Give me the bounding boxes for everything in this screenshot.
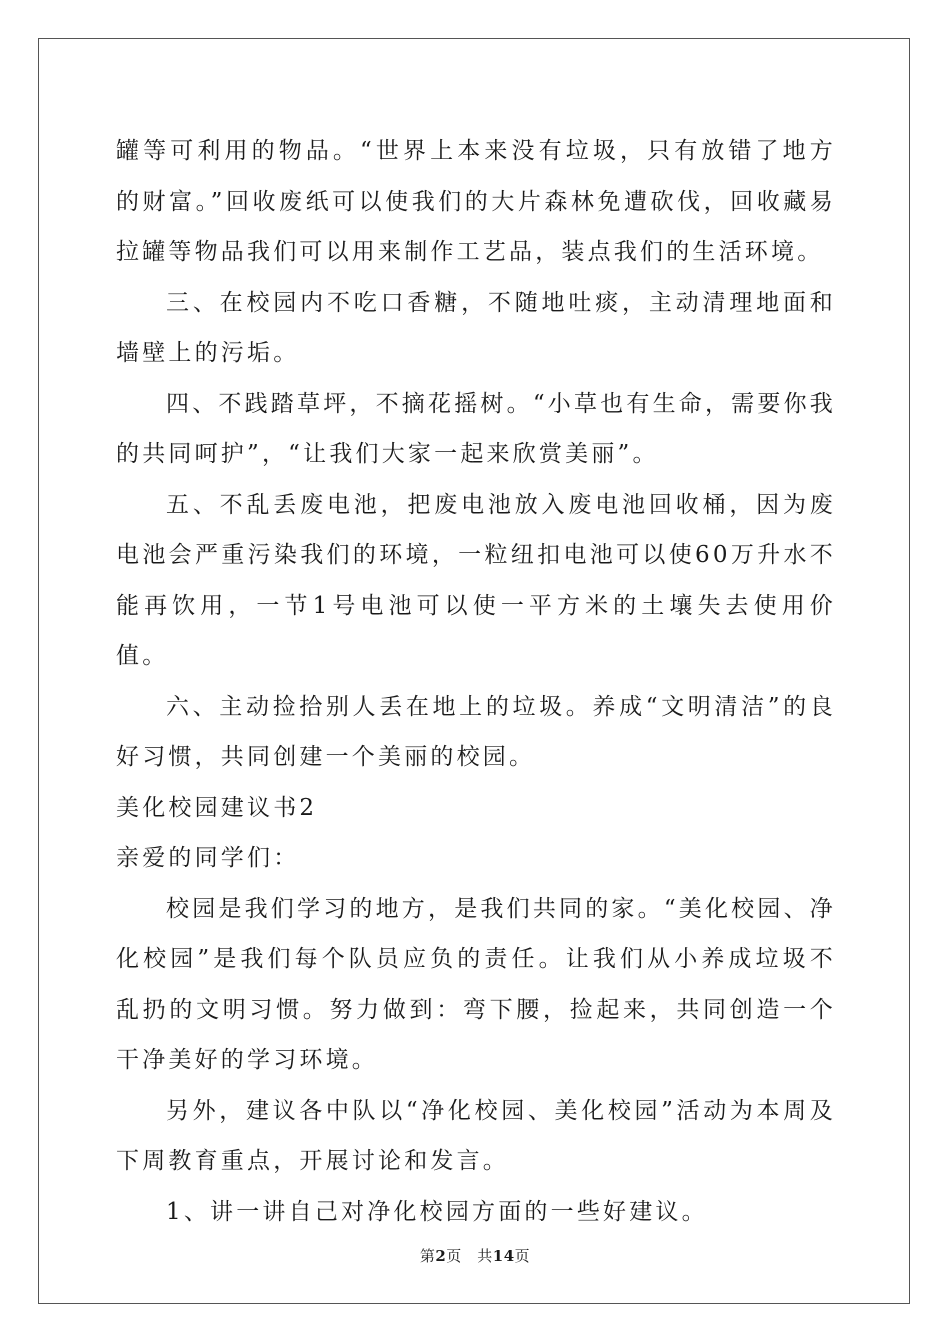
section-title: 美化校园建议书2 xyxy=(116,794,318,821)
footer-prefix: 第 xyxy=(419,1247,436,1265)
footer-suffix: 页 xyxy=(514,1247,531,1265)
footer-page-current: 2 xyxy=(435,1247,447,1265)
document-body xyxy=(116,126,836,1237)
paragraph: 另外，建议各中队以“净化校园、美化校园”活动为本周及下周教育重点，开展讨论和发言。 xyxy=(116,1097,836,1174)
paragraph: 1、讲一讲自己对净化校园方面的一些好建议。 xyxy=(166,1198,708,1225)
paragraph: 三、在校园内不吃口香糖，不随地吐痰，主动清理地面和墙壁上的污垢。 xyxy=(116,289,836,366)
footer-page-total: 14 xyxy=(492,1247,515,1265)
page-footer xyxy=(0,1245,950,1266)
salutation: 亲爱的同学们： xyxy=(116,845,300,871)
paragraph: 六、主动捡拾别人丢在地上的垃圾。养成“文明清洁”的良好习惯，共同创建一个美丽的校园。 xyxy=(116,693,836,770)
paragraph: 校园是我们学习的地方，是我们共同的家。“美化校园、净化校园”是我们每个队员应负的责任。让我们从小养成垃圾不乱扔的文明习惯。努力做到：弯下腰，捡起来，共同创造一个干净美好的学习环境。 xyxy=(116,895,836,1073)
footer-mid: 页 共 xyxy=(446,1247,493,1265)
paragraph: 五、不乱丢废电池，把废电池放入废电池回收桶，因为废电池会严重污染我们的环境，一粒纽扣电池可以使60万升水不能再饮用，一节1号电池可以使一平方米的土壤失去使用价值。 xyxy=(116,491,836,669)
paragraph: 罐等可利用的物品。“世界上本来没有垃圾，只有放错了地方的财富。”回收废纸可以使我们的大片森林免遭砍伐，回收藏易拉罐等物品我们可以用来制作工艺品，装点我们的生活环境。 xyxy=(116,138,836,265)
paragraph: 四、不践踏草坪，不摘花摇树。“小草也有生命，需要你我的共同呵护”，“让我们大家一起来欣赏美丽”。 xyxy=(116,390,836,467)
